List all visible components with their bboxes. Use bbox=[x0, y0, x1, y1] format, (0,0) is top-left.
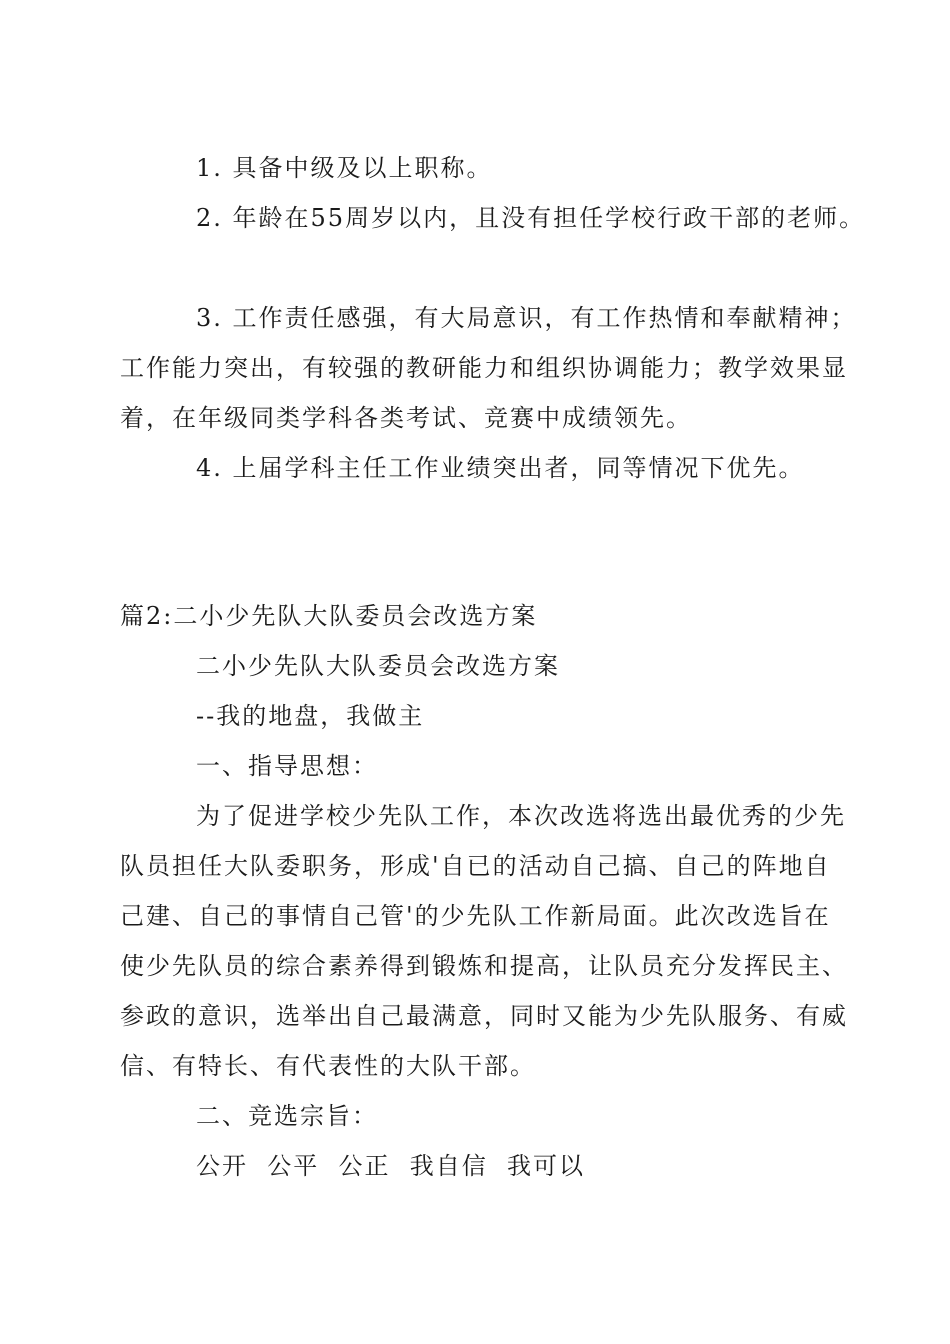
section-1-line-6: 信、有特长、有代表性的大队干部。 bbox=[120, 1052, 536, 1080]
requirement-item-3-line-2: 工作能力突出，有较强的教研能力和组织协调能力；教学效果显 bbox=[120, 354, 848, 382]
section-1-line-1: 为了促进学校少先队工作，本次改选将选出最优秀的少先 bbox=[196, 802, 846, 830]
motto-line: 公开 公平 公正 我自信 我可以 bbox=[196, 1152, 586, 1180]
article-title: 二小少先队大队委员会改选方案 bbox=[196, 652, 560, 680]
requirement-item-2: 2. 年龄在55周岁以内，且没有担任学校行政干部的老师。 bbox=[196, 204, 866, 232]
article-heading: 篇2:二小少先队大队委员会改选方案 bbox=[120, 602, 538, 630]
article-subtitle: --我的地盘，我做主 bbox=[196, 702, 425, 730]
section-1-line-2: 队员担任大队委职务，形成'自已的活动自己搞、自己的阵地自 bbox=[120, 852, 831, 880]
section-1-heading: 一、指导思想： bbox=[196, 752, 378, 780]
requirement-item-4: 4. 上届学科主任工作业绩突出者，同等情况下优先。 bbox=[196, 454, 805, 482]
requirement-item-3-line-3: 着，在年级同类学科各类考试、竞赛中成绩领先。 bbox=[120, 404, 692, 432]
requirement-item-3-line-1: 3. 工作责任感强，有大局意识，有工作热情和奉献精神； bbox=[196, 304, 857, 332]
section-2-heading: 二、竞选宗旨： bbox=[196, 1102, 378, 1130]
section-1-line-4: 使少先队员的综合素养得到锻炼和提高，让队员充分发挥民主、 bbox=[120, 952, 848, 980]
section-1-line-5: 参政的意识，选举出自己最满意，同时又能为少先队服务、有威 bbox=[120, 1002, 848, 1030]
section-1-line-3: 己建、自己的事情自己管'的少先队工作新局面。此次改选旨在 bbox=[120, 902, 831, 930]
requirement-item-1: 1. 具备中级及以上职称。 bbox=[196, 154, 493, 182]
